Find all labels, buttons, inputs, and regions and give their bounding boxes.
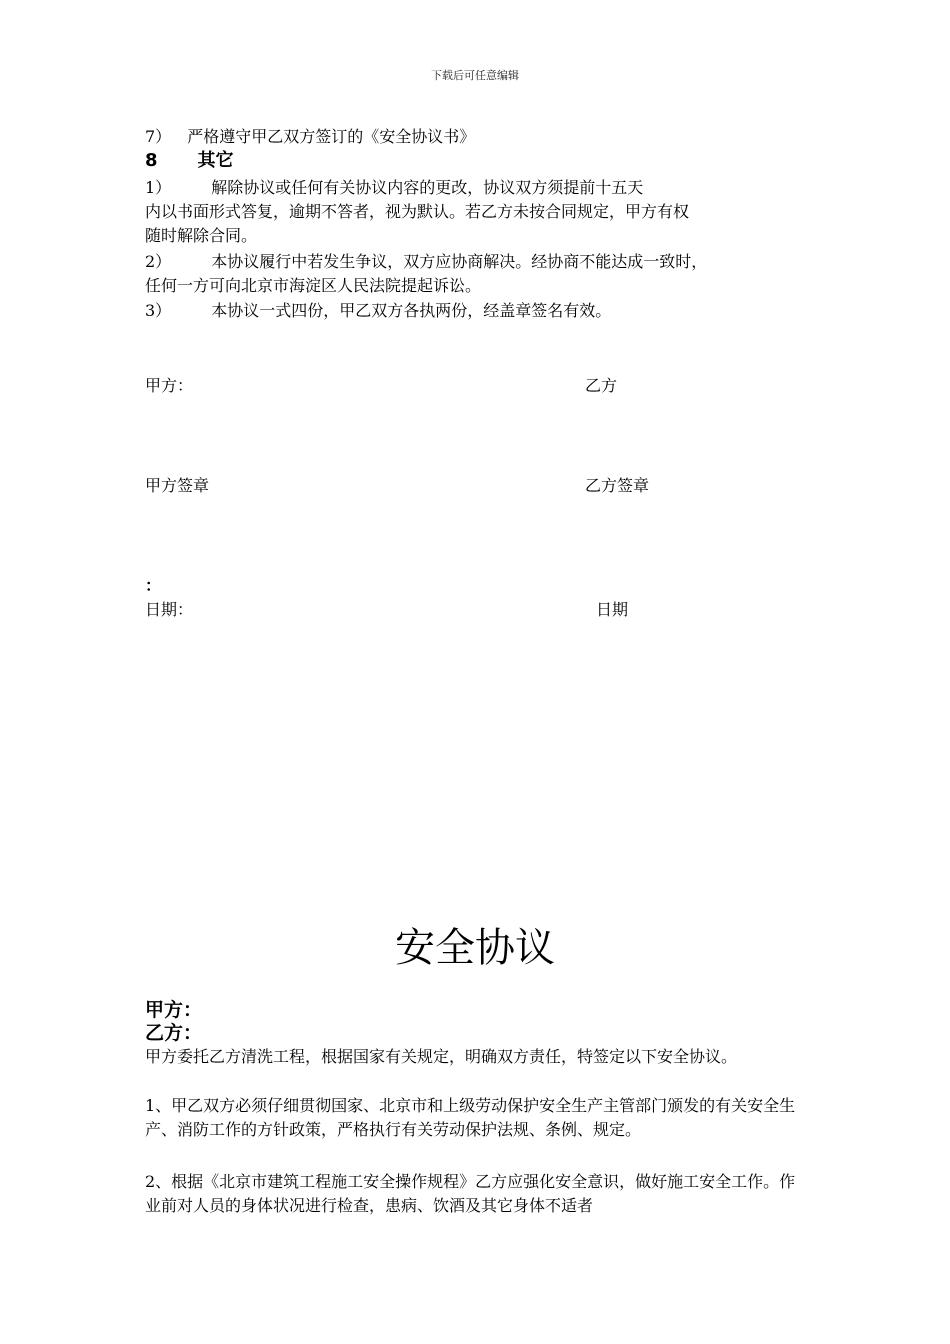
item-8-2-line2: 任何一方可向北京市海淀区人民法院提起诉讼。 (145, 276, 482, 295)
section-8-number: 8 (145, 150, 158, 171)
stray-colon: ： (145, 576, 162, 595)
item-8-3-number: 3） (145, 301, 172, 320)
page-header: 下载后可任意编辑 (431, 69, 519, 82)
party-b-seal-label: 乙方签章 (585, 476, 650, 495)
item-8-1-line1 (145, 176, 643, 200)
doc2-clause-1: 1、甲乙双方必须仔细贯彻国家、北京市和上级劳动保护安全生产主管部门颁发的有关安全生产、消防工作的方针政策，严格执行有关劳动保护法规、条例、规定。 (145, 1096, 796, 1139)
doc-title: 安全协议 (395, 925, 555, 971)
item-7-text: 严格遵守甲乙双方签订的《安全协议书》 (187, 127, 476, 146)
item-8-2-text: 本协议履行中若发生争议，双方应协商解决。经协商不能达成一致时， (211, 252, 708, 271)
party-b-label: 乙方 (585, 376, 618, 395)
item-8-2-number: 2） (145, 252, 172, 271)
doc2-party-b: 乙方： (145, 1022, 203, 1044)
item-8-3-line1 (145, 299, 611, 323)
item-8-3-text: 本协议一式四份，甲乙双方各执两份，经盖章签名有效。 (211, 301, 612, 320)
item-8-1-line2: 内以书面形式答复，逾期不答者，视为默认。若乙方未按合同规定，甲方有权 (145, 202, 690, 221)
item-8-2-line1 (145, 250, 707, 274)
doc2-clause-2: 2、根据《北京市建筑工程施工安全操作规程》乙方应强化安全意识，做好施工安全工作。作业前对人员的身体状况进行检查，患病、饮酒及其它身体不适者 (145, 1172, 796, 1215)
item-8-1-text: 解除协议或任何有关协议内容的更改，协议双方须提前十五天 (211, 178, 644, 197)
item-8-1-number: 1） (145, 178, 172, 197)
item-7-number: 7） (145, 127, 172, 146)
doc2-party-a: 甲方： (145, 999, 203, 1021)
party-a-seal-label: 甲方签章 (145, 476, 210, 495)
item-8-1-line3: 随时解除合同。 (145, 226, 258, 245)
party-a-label: 甲方： (145, 376, 194, 395)
date-a-label: 日期： (145, 600, 194, 619)
item-7 (145, 125, 475, 149)
doc2-intro: 甲方委托乙方清洗工程，根据国家有关规定，明确双方责任，特签定以下安全协议。 (145, 1047, 738, 1066)
date-b-label: 日期 (596, 600, 629, 619)
section-8-title: 其它 (197, 150, 234, 171)
section-8-heading (145, 149, 234, 173)
